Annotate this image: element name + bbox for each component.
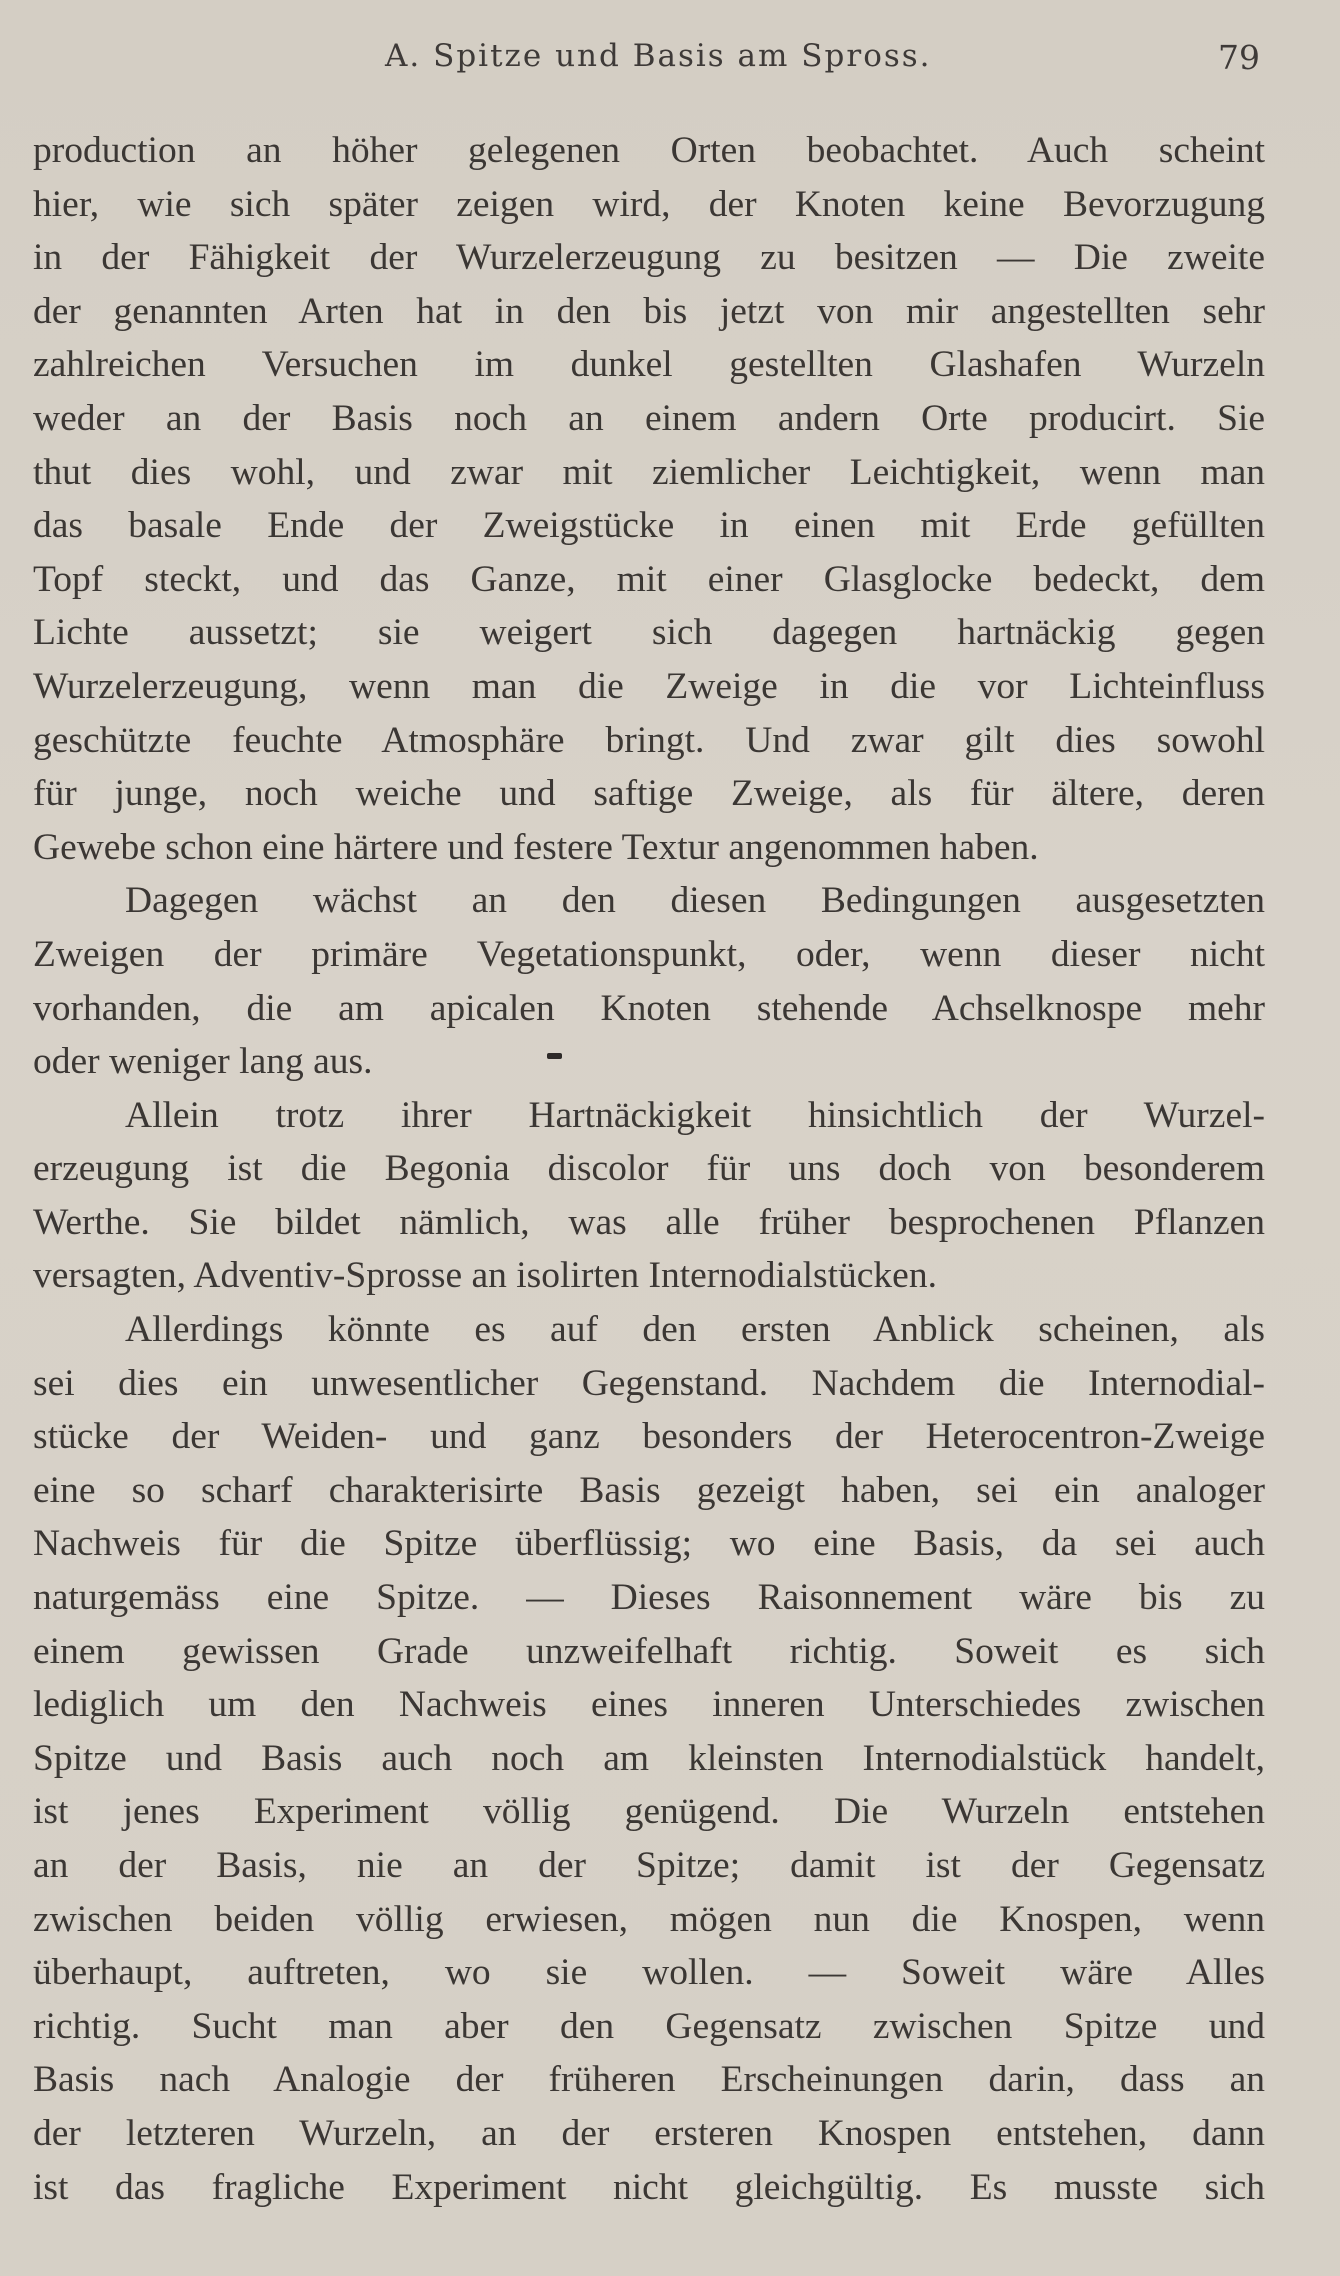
text-line: Spitze und Basis auch noch am kleinsten Internodialstück handelt, bbox=[33, 1737, 1265, 1779]
text-line: thut dies wohl, und zwar mit ziemlicher Leichtigkeit, wenn man bbox=[33, 451, 1265, 493]
text-line: Wurzelerzeugung, wenn man die Zweige in die vor Lichteinfluss bbox=[33, 665, 1265, 707]
text-line: ist jenes Experiment völlig genügend. Die Wurzeln entstehen bbox=[33, 1791, 1265, 1833]
text-line: Allerdings könnte es auf den ersten Anblick scheinen, als bbox=[125, 1309, 1265, 1351]
text-line: lediglich um den Nachweis eines inneren Unterschiedes zwischen bbox=[33, 1684, 1265, 1726]
ink-speck bbox=[547, 1053, 562, 1059]
text-line: hier, wie sich später zeigen wird, der Knoten keine Bevorzugung bbox=[33, 183, 1265, 225]
text-line: geschützte feuchte Atmosphäre bringt. Und zwar gilt dies sowohl bbox=[33, 719, 1265, 761]
text-line: Werthe. Sie bildet nämlich, was alle früher besprochenen Pflanzen bbox=[33, 1201, 1265, 1243]
text-line: Basis nach Analogie der früheren Erscheinungen darin, dass an bbox=[33, 2059, 1265, 2101]
text-line: das basale Ende der Zweigstücke in einen mit Erde gefüllten bbox=[33, 505, 1265, 547]
text-line: Dagegen wächst an den diesen Bedingungen ausgesetzten bbox=[125, 880, 1265, 922]
text-line: Topf steckt, und das Ganze, mit einer Glasglocke bedeckt, dem bbox=[33, 558, 1265, 600]
text-line: Lichte aussetzt; sie weigert sich dagegen hartnäckig gegen bbox=[33, 612, 1265, 654]
text-line: stücke der Weiden- und ganz besonders der Heterocentron-Zweige bbox=[33, 1416, 1265, 1458]
text-line: für junge, noch weiche und saftige Zweige, als für ältere, deren bbox=[33, 773, 1265, 815]
running-header bbox=[0, 38, 1340, 82]
text-line: ist das fragliche Experiment nicht gleichgültig. Es musste sich bbox=[33, 2166, 1265, 2208]
text-line: der genannten Arten hat in den bis jetzt von mir angestellten sehr bbox=[33, 290, 1265, 332]
text-line: der letzteren Wurzeln, an der ersteren Knospen entstehen, dann bbox=[33, 2112, 1265, 2154]
text-line: eine so scharf charakterisirte Basis gezeigt haben, sei ein analoger bbox=[33, 1469, 1265, 1511]
text-line: versagten, Adventiv-Sprosse an isolirten Internodialstücken. bbox=[33, 1255, 937, 1297]
text-line: weder an der Basis noch an einem andern Orte producirt. Sie bbox=[33, 397, 1265, 439]
text-line: zahlreichen Versuchen im dunkel gestellten Glashafen Wurzeln bbox=[33, 344, 1265, 386]
page-number: 79 bbox=[1218, 38, 1260, 77]
text-line: erzeugung ist die Begonia discolor für uns doch von besonderem bbox=[33, 1148, 1265, 1190]
text-line: vorhanden, die am apicalen Knoten stehende Achselknospe mehr bbox=[33, 987, 1265, 1029]
text-line: richtig. Sucht man aber den Gegensatz zwischen Spitze und bbox=[33, 2005, 1265, 2047]
text-line: Gewebe schon eine härtere und festere Textur angenommen haben. bbox=[33, 826, 1039, 868]
text-line: überhaupt, auftreten, wo sie wollen. — Soweit wäre Alles bbox=[33, 1952, 1265, 1994]
text-line: in der Fähigkeit der Wurzelerzeugung zu besitzen — Die zweite bbox=[33, 237, 1265, 279]
text-line: an der Basis, nie an der Spitze; damit ist der Gegensatz bbox=[33, 1845, 1265, 1886]
text-line: zwischen beiden völlig erwiesen, mögen nun die Knospen, wenn bbox=[33, 1898, 1265, 1940]
body-text bbox=[33, 124, 1265, 2214]
text-line: Zweigen der primäre Vegetationspunkt, oder, wenn dieser nicht bbox=[33, 933, 1265, 975]
text-line: sei dies ein unwesentlicher Gegenstand. Nachdem die Internodial- bbox=[33, 1362, 1265, 1404]
text-line: einem gewissen Grade unzweifelhaft richtig. Soweit es sich bbox=[33, 1630, 1265, 1672]
text-line: oder weniger lang aus. bbox=[33, 1041, 373, 1083]
text-line: production an höher gelegenen Orten beobachtet. Auch scheint bbox=[33, 130, 1265, 171]
text-line: Nachweis für die Spitze überflüssig; wo eine Basis, da sei auch bbox=[33, 1523, 1265, 1565]
text-line: naturgemäss eine Spitze. — Dieses Raisonnement wäre bis zu bbox=[33, 1577, 1265, 1619]
text-line: Allein trotz ihrer Hartnäckigkeit hinsichtlich der Wurzel- bbox=[125, 1094, 1265, 1136]
running-title: A. Spitze und Basis am Spross. bbox=[385, 38, 932, 74]
